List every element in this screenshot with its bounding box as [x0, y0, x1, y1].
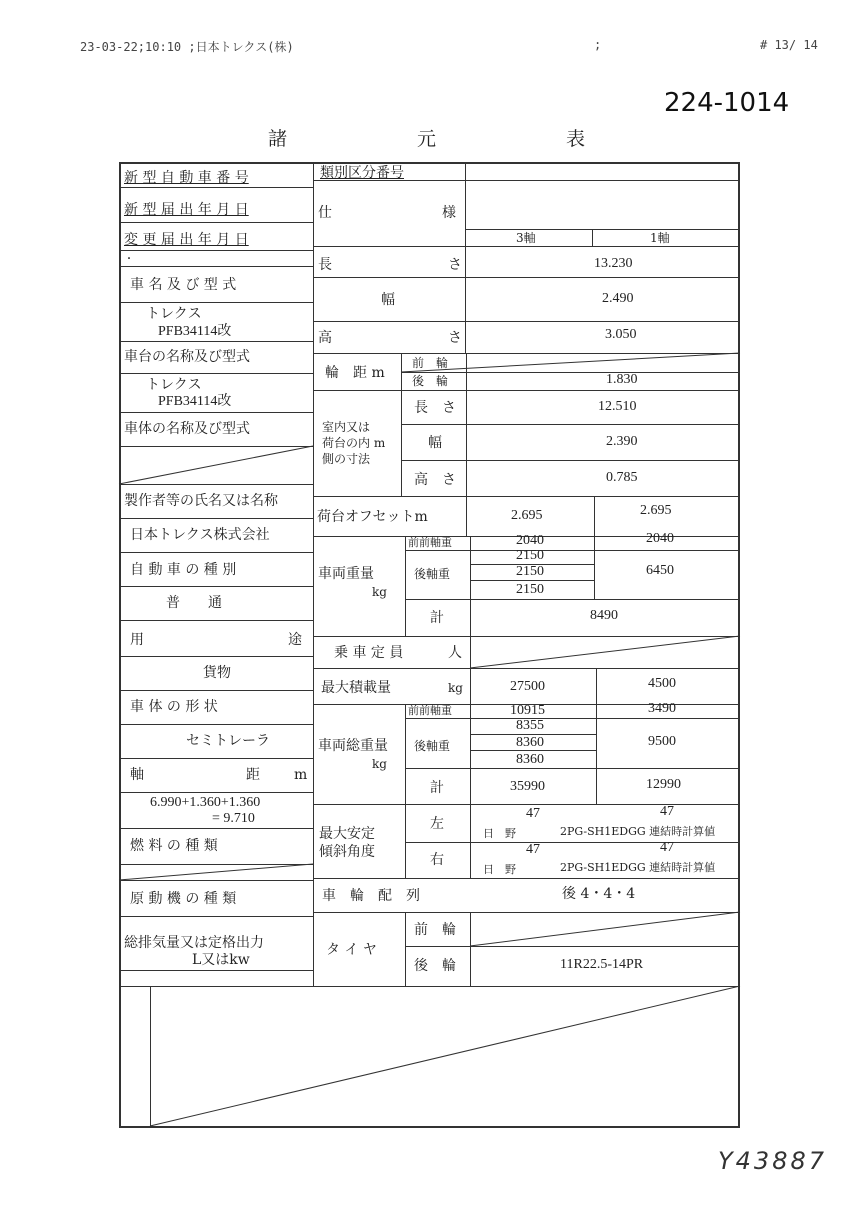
- left-note-1: 日 野: [483, 827, 516, 840]
- document-number: 224-1014: [664, 88, 790, 118]
- sekisai-label: 最大積載量: [321, 680, 391, 696]
- sekisai-unit: kg: [448, 681, 463, 695]
- shadai-value-2: PFB34114改: [158, 394, 232, 409]
- stray-dot: ・: [124, 254, 134, 265]
- sharin-value: 後 4・4・4: [562, 886, 636, 902]
- offset-value-2: 2.695: [640, 503, 672, 518]
- haiki-label-2: L又はkw: [192, 952, 250, 968]
- title-char-2: 元: [417, 128, 437, 150]
- jikukyo-label-b: 距: [246, 767, 260, 783]
- soju-zenzen-label: 前前軸重: [408, 704, 452, 717]
- gross-rear-b: 8360: [516, 735, 544, 750]
- yoto-label-a: 用: [130, 632, 144, 648]
- shadai-value-1: トレクス: [146, 377, 202, 393]
- sharin-label: 車 輪 配 列: [322, 888, 420, 904]
- shitsunai-label-1: 室内又は: [322, 420, 371, 434]
- ruibetsu-label: 類別区分番号: [320, 165, 404, 181]
- maker-value: 日本トレクス株式会社: [130, 527, 270, 543]
- henko-label: 変 更 届 出 年 月 日: [124, 232, 249, 248]
- right-angle-1: 47: [526, 842, 540, 857]
- title-char-1: 諸: [268, 128, 288, 150]
- shingata-bango-label: 新 型 自 動 車 番 号: [124, 170, 249, 186]
- gross-total-1: 35990: [510, 779, 545, 794]
- fax-header-mid: ;: [594, 38, 602, 52]
- sekisai-value-2: 4500: [648, 676, 676, 691]
- nagasa-value: 13.230: [594, 256, 633, 271]
- keijo-label: 車 体 の 形 状: [130, 699, 218, 715]
- yoto-value: 貨物: [203, 665, 231, 681]
- right-note-1: 日 野: [483, 863, 516, 876]
- shubetsu-label: 自 動 車 の 種 別: [130, 562, 237, 578]
- jikukyo-label-a: 軸: [130, 767, 144, 783]
- tire-label: タ イ ヤ: [326, 942, 377, 958]
- soju-kojiku-label: 後軸重: [414, 739, 451, 753]
- handwritten-number: Y43887: [718, 1147, 828, 1175]
- takasa-value: 3.050: [605, 327, 637, 342]
- nenryo-label: 燃 料 の 種 類: [130, 838, 218, 854]
- nagasa-label-a: 長: [318, 257, 332, 273]
- shubetsu-value: 普 通: [166, 595, 222, 611]
- left-angle-1: 47: [526, 806, 540, 821]
- korin-label: 後 輪: [412, 374, 449, 388]
- soju-label: 車両総重量: [318, 738, 388, 754]
- tire-ko-label: 後 輪: [414, 958, 456, 974]
- takasa-label-b: さ: [448, 330, 462, 346]
- migi-label: 右: [430, 852, 444, 868]
- takasa-label-a: 高: [318, 330, 332, 346]
- haiki-label-1: 総排気量又は定格出力: [124, 935, 264, 951]
- in-haba-label: 幅: [428, 435, 442, 451]
- tire-zen-label: 前 輪: [414, 922, 456, 938]
- gross-rear-2: 9500: [648, 734, 676, 749]
- right-note-2: 2PG-SH1EDGG 連結時計算値: [560, 861, 716, 874]
- antei-label-1: 最大安定: [319, 826, 375, 842]
- shitsunai-label-3: 側の寸法: [322, 452, 371, 466]
- shiyo-label-a: 仕: [318, 205, 332, 221]
- juryo-label: 車両重量: [318, 566, 374, 582]
- juryo-unit: kg: [372, 585, 387, 599]
- weight-total: 8490: [590, 608, 618, 623]
- offset-label: 荷台オフセットm: [317, 509, 428, 525]
- shamei-value-2: PFB34114改: [158, 324, 232, 339]
- fax-header-left: 23-03-22;10:10 ;日本トレクス(株): [80, 40, 294, 54]
- offset-value-1: 2.695: [511, 508, 543, 523]
- soju-kei-label: 計: [430, 780, 444, 796]
- axle-1: 1軸: [650, 231, 670, 245]
- yoto-label-b: 途: [288, 632, 302, 648]
- gross-front-1: 10915: [510, 703, 545, 718]
- sekisai-value-1: 27500: [510, 679, 545, 694]
- kojiku-label: 後軸重: [414, 567, 451, 581]
- shiyo-label-b: 様: [442, 205, 456, 221]
- keijo-value: セミトレーラ: [186, 733, 270, 749]
- jikukyo-value-2: = 9.710: [212, 811, 255, 826]
- zenrin-label: 前 輪: [412, 356, 449, 370]
- antei-label-2: 傾斜角度: [319, 844, 375, 860]
- in-nagasa-label: 長 さ: [414, 400, 456, 416]
- weight-rear-2: 6450: [646, 563, 674, 578]
- left-note-2: 2PG-SH1EDGG 連結時計算値: [560, 825, 716, 838]
- fax-page-number: # 13/ 14: [760, 38, 818, 52]
- axle-3: 3軸: [516, 231, 536, 245]
- right-angle-2: 47: [660, 840, 674, 855]
- jyosha-label: 乗 車 定 員: [334, 645, 404, 661]
- soju-unit: kg: [372, 757, 387, 771]
- jikukyo-label-c: m: [294, 767, 308, 783]
- nagasa-label-b: さ: [448, 257, 462, 273]
- jyosha-unit: 人: [448, 645, 462, 661]
- left-angle-2: 47: [660, 804, 674, 819]
- weight-rear-a: 2150: [516, 548, 544, 563]
- gross-rear-a: 8355: [516, 718, 544, 733]
- zenzen-label: 前前軸重: [408, 536, 452, 549]
- in-haba-value: 2.390: [606, 434, 638, 449]
- weight-front-1: 2040: [516, 533, 544, 548]
- haba-label: 幅: [381, 292, 395, 308]
- shamei-value-1: トレクス: [146, 306, 202, 322]
- tire-value: 11R22.5-14PR: [560, 957, 644, 972]
- weight-rear-b: 2150: [516, 564, 544, 579]
- jikukyo-value-1: 6.990+1.360+1.360: [150, 795, 261, 810]
- hidari-label: 左: [430, 816, 444, 832]
- in-nagasa-value: 12.510: [598, 399, 637, 414]
- shatai-label: 車体の名称及び型式: [124, 421, 250, 437]
- gross-front-2: 3490: [648, 701, 676, 716]
- haba-value: 2.490: [602, 291, 634, 306]
- in-takasa-label: 高 さ: [414, 472, 456, 488]
- kei-label: 計: [430, 610, 444, 626]
- gross-total-2: 12990: [646, 777, 681, 792]
- in-takasa-value: 0.785: [606, 470, 638, 485]
- shitsunai-label-2: 荷台の内 m: [322, 436, 386, 450]
- gendoki-label: 原 動 機 の 種 類: [130, 891, 237, 907]
- maker-label: 製作者等の氏名又は名称: [124, 493, 278, 509]
- korin-value: 1.830: [606, 372, 638, 387]
- weight-rear-c: 2150: [516, 582, 544, 597]
- title-char-3: 表: [566, 128, 586, 150]
- shamei-label: 車 名 及 び 型 式: [130, 277, 237, 293]
- gross-rear-c: 8360: [516, 752, 544, 767]
- rinkyo-label: 輪 距 m: [325, 365, 385, 381]
- shadai-label: 車台の名称及び型式: [124, 349, 250, 365]
- weight-front-2: 2040: [646, 531, 674, 546]
- todokede-label: 新 型 届 出 年 月 日: [124, 202, 249, 218]
